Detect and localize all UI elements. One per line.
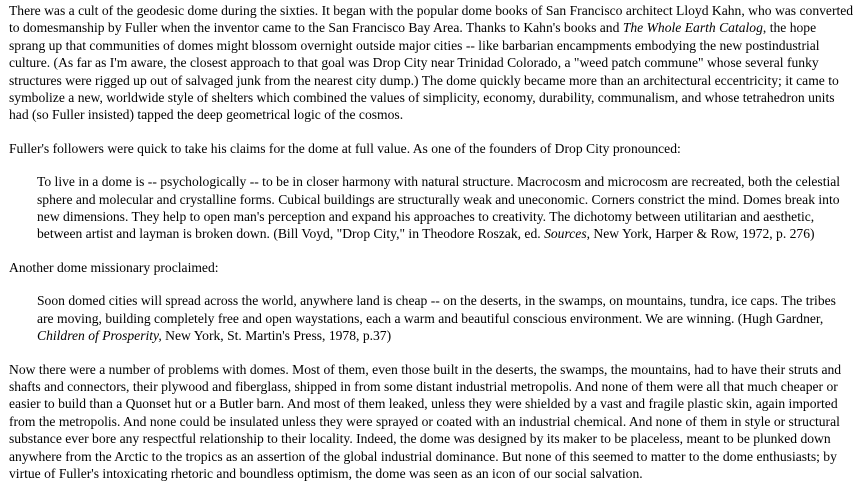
paragraph-missionary: Another dome missionary proclaimed: — [9, 259, 219, 275]
source-title: Sources — [544, 226, 587, 242]
citation-text: New York, St. Martin's Press, 1978, p.37) — [161, 328, 392, 344]
paragraph-problems: Now there were a number of problems with domes. Most of them, even those built in the deserts, the swamps, the mountains, had to have their struts and shafts and connectors, their plywood and fiberglass, shipped in from some distant industrial metropolis. And none of them were all that much cheaper or easier to build than a Quonset hut or a Butler barn. And most of them leaked, unless they were shielded by a vast and fragile plastic skin, again imported from the metropolis. And none could be insulated unless they were sprayed or coated with an industrial chemical. And none of them in style or structural substance ever bore any respectful relationship to their locality. Indeed, the dome was designed by its maker to be placeless, meant to be plunked down anywhere from the Arctic to the tropics as an assertion of the global industrial dominance. But none of this seemed to matter to the dome enthusiasts; by virtue of Fuller's intoxicating rhetoric and boundless optimism, the dome was seen as an icon of our social salvation. — [9, 361, 842, 481]
source-title: Children of Prosperity, — [37, 328, 162, 344]
paragraph-text: There was a cult of the geodesic dome during the sixties. It began with the popular dome books of San Francisco architect Lloyd Kahn, who was converted to domesmanship by Fuller when the inventor came to the San Francisco Bay Area. Thanks to Kahn's books and — [9, 3, 854, 36]
book-title: The Whole Earth Catalog — [622, 20, 763, 36]
citation-text: , New York, Harper & Row, 1972, p. 276) — [586, 226, 815, 242]
paragraph-text: , the hope sprang up that communities of domes might blossom overnight outside major cities -- like barbarian encampments embodying the new postindustrial culture. (As far as I'm aware, the closest approach to that goal was Drop City near Trinidad Colorado, a "weed patch commune" whose several funky structures were rigged up out of salvaged junk from the nearest city dump.) The dome quickly became more than an architectural eccentricity; it came to symbolize a new, worldwide style of shelters which combined the values of simplicity, economy, durability, communalism, and whose tetrahedron units had (so Fuller insisted) tapped the deep geometrical logic of the cosmos. — [9, 20, 839, 123]
blockquote-domed-cities — [37, 292, 851, 344]
quote-text: To live in a dome is -- psychologically -- to be in closer harmony with natural structure. Macrocosm and microcosm are recreated, both the celestial sphere and molecular and crystalline forms. Cubical buildings are structurally weak and uneconomic. Corners constrict the mind. Domes break into new dimensions. They help to open man's perception and expand his approaches to creativity. The dichotomy between utilitarian and aesthetic, between artist and layman is broken down. (Bill Voyd, "Drop City," in Theodore Roszak, ed. — [37, 174, 841, 242]
document-body — [9, 2, 855, 482]
blockquote-drop-city — [37, 173, 851, 243]
paragraph-dome-cult — [9, 2, 855, 124]
quote-text: Soon domed cities will spread across the world, anywhere land is cheap -- on the deserts, in the swamps, on mountains, tundra, ice caps. The tribes are moving, building completely free and open waystations, each a warm and beautiful conscious environment. We are winning. (Hugh Gardner, — [37, 293, 836, 326]
paragraph-followers: Fuller's followers were quick to take his claims for the dome at full value. As one of the founders of Drop City pronounced: — [9, 140, 681, 156]
